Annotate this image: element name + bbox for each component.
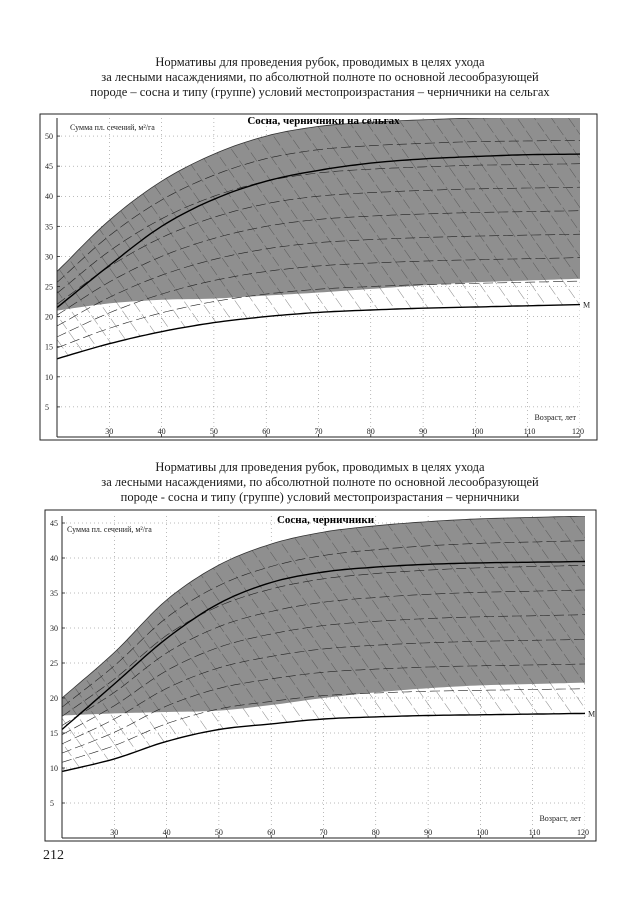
y-tick-label: 10 [50,764,58,773]
y-tick-label: 20 [45,312,53,322]
y-tick-label: 40 [45,192,53,202]
y-tick-label: 35 [50,589,58,598]
chart-1 [0,112,640,442]
x-tick-label: 80 [371,828,380,837]
heading-line: породе – сосна и типу (группе) условий местопроизрастания – черничники на сельгах [90,85,550,99]
chart-1-heading [40,55,600,100]
y-tick-label: 50 [45,132,53,142]
x-tick-label: 120 [577,828,589,837]
x-tick-label: 50 [209,427,218,436]
y-tick-label: 40 [50,554,58,563]
x-tick-label: 40 [162,828,171,837]
x-axis-label: Возраст, лет [534,413,576,422]
y-tick-label: 5 [50,799,54,808]
x-tick-label: 110 [528,828,541,837]
page-number: 212 [43,848,64,863]
x-tick-label: 90 [424,828,433,837]
y-tick-label: 25 [45,282,53,292]
x-tick-label: 30 [105,427,114,436]
heading-line: за лесными насаждениями, по абсолютной полноте по основной лесообразующей [101,70,539,84]
y-tick-label: 5 [45,402,49,412]
x-tick-label: 30 [110,828,119,837]
heading-line: Нормативы для проведения рубок, проводимых в целях ухода [155,55,485,69]
x-tick-label: 60 [267,828,276,837]
x-tick-label: 70 [319,828,328,837]
chart-2 [0,508,640,843]
x-tick-label: 100 [476,828,489,837]
x-tick-label: 110 [523,427,536,436]
x-tick-label: 80 [366,427,375,436]
x-axis-label: Возраст, лет [539,814,581,823]
chart-2-heading [40,460,600,505]
x-tick-label: 120 [572,427,584,436]
y-tick-label: 35 [45,222,53,232]
x-tick-label: 40 [157,427,166,436]
minimum-curve-label: М [588,709,596,719]
chart-title: Сосна, черничники [276,514,375,526]
minimum-curve-label: М [583,300,591,310]
y-axis-label: Сумма пл. сечений, м²/га [70,123,155,132]
y-tick-label: 30 [50,624,58,633]
heading-line: Нормативы для проведения рубок, проводимых в целях ухода [155,460,485,474]
y-tick-label: 15 [45,342,53,352]
y-axis-label: Сумма пл. сечений, м²/га [67,525,152,534]
y-tick-label: 30 [45,252,53,262]
y-tick-label: 10 [45,372,53,382]
y-tick-label: 25 [50,659,58,668]
chart-title: Сосна, черничники на сельгах [247,115,400,127]
y-tick-label: 20 [50,694,58,703]
y-tick-label: 45 [50,519,58,528]
x-tick-label: 100 [471,427,484,436]
y-tick-label: 45 [45,162,53,172]
x-tick-label: 50 [214,828,223,837]
y-tick-label: 15 [50,729,58,738]
heading-line: породе - сосна и типу (группе) условий местопроизрастания – черничники [120,490,520,504]
x-tick-label: 90 [419,427,428,436]
x-tick-label: 70 [314,427,323,436]
heading-line: за лесными насаждениями, по абсолютной полноте по основной лесообразующей [101,475,539,489]
x-tick-label: 60 [262,427,271,436]
